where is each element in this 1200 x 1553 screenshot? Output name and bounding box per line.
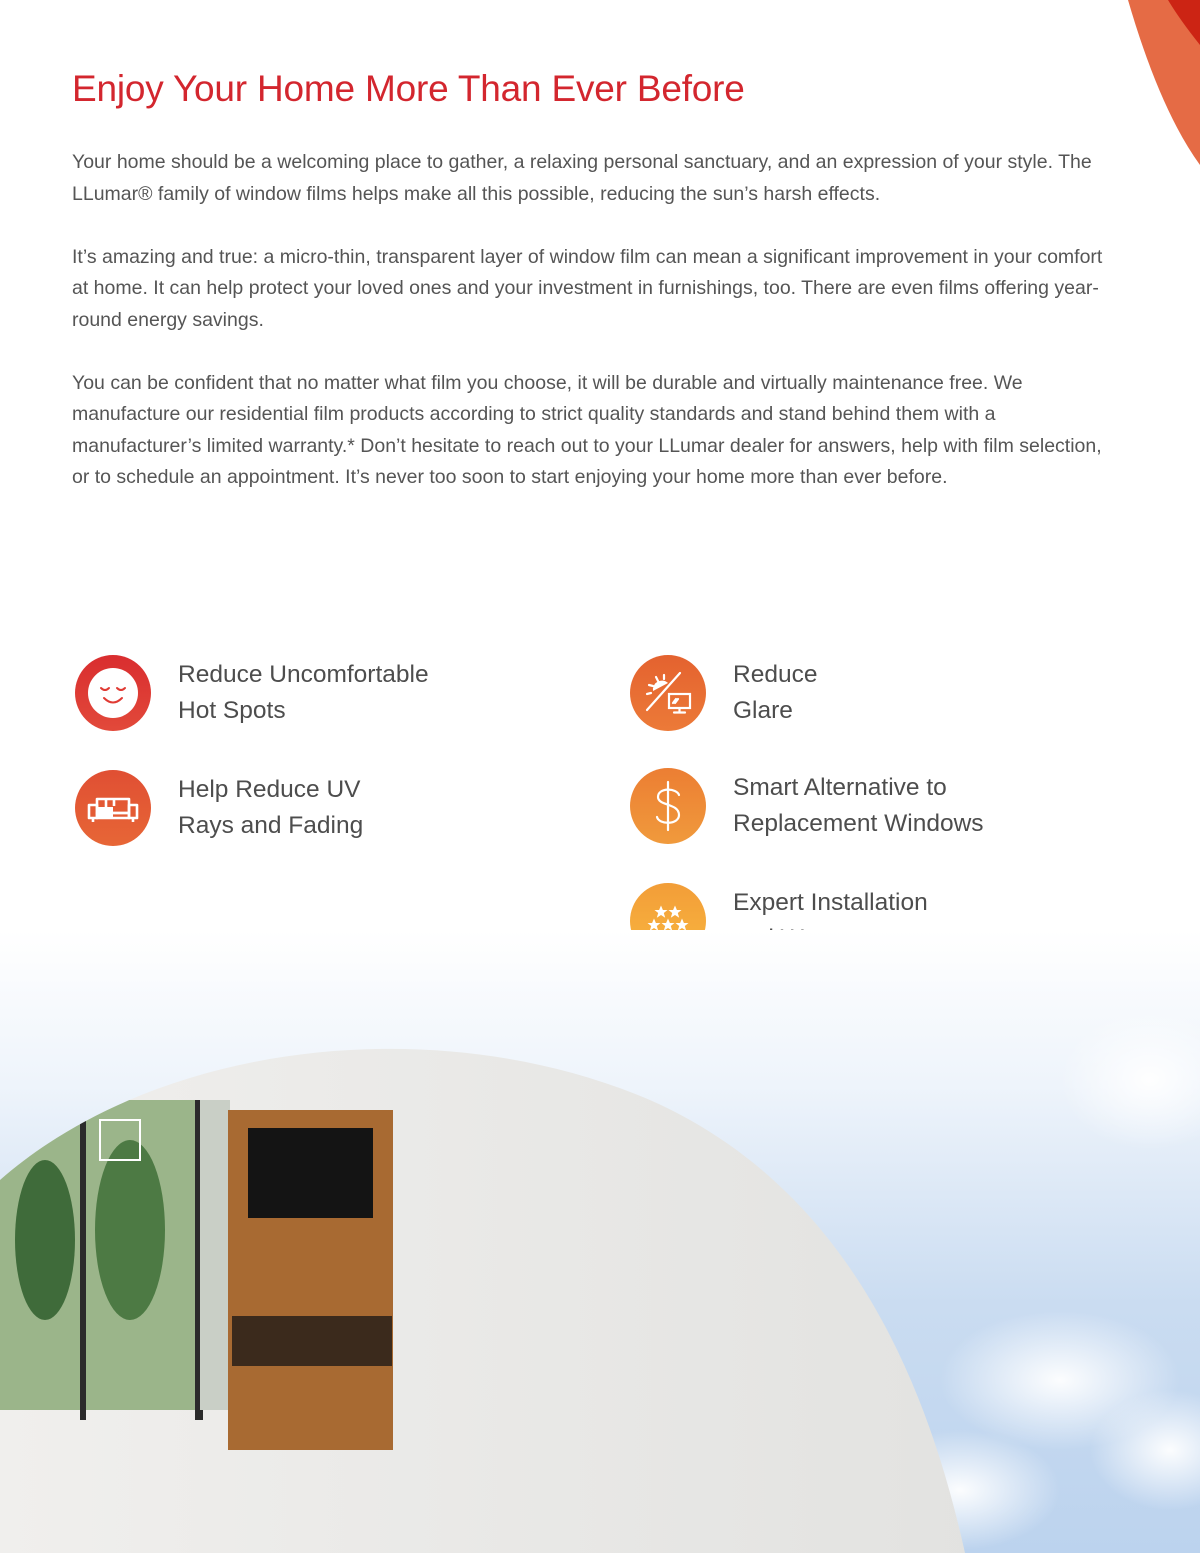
- dollar-sign-icon: [630, 768, 706, 844]
- smiley-face-icon: [75, 655, 151, 731]
- intro-text: [72, 147, 1122, 525]
- feature-label: Help Reduce UV Rays and Fading: [178, 776, 364, 839]
- page-title: Enjoy Your Home More Than Ever Before: [72, 68, 745, 109]
- feature-hot-spots: [75, 655, 429, 731]
- feature-uv-rays: [75, 770, 363, 846]
- paragraph-3: You can be confident that no matter what film you choose, it will be durable and virtually maintenance free. We manufacture our residential film products according to strict quality standards and stand behind them with a manufacturer’s limited warranty.* Don’t hesitate to reach out to your LLumar dealer for answers, help with film selection, or to schedule an appointment. It’s never too soon to start enjoying your home more than ever before.: [72, 371, 1102, 488]
- feature-label: Reduce Uncomfortable Hot Spots: [178, 661, 429, 724]
- feature-glare: [630, 655, 817, 731]
- feature-label: Smart Alternative to Replacement Windows: [733, 774, 984, 837]
- feature-label: Reduce Glare: [733, 661, 818, 724]
- feature-label: Expert Installation: [733, 889, 928, 916]
- hero-living-room-image: [0, 930, 1200, 1553]
- paragraph-1: Your home should be a welcoming place to gather, a relaxing personal sanctuary, and an expression of your style. The LLumar® family of window films helps make all this possible, reducing the sun’s harsh effects.: [72, 151, 1092, 205]
- feature-replacement-windows: [630, 768, 984, 844]
- sofa-icon: [75, 770, 151, 846]
- paragraph-2: It’s amazing and true: a micro-thin, transparent layer of window film can mean a significant improvement in your comfort at home. It can help protect your loved ones and your investment in furnishings, too. There are even films offering year-round energy savings.: [72, 245, 1103, 331]
- sun-glare-monitor-icon: [630, 655, 706, 731]
